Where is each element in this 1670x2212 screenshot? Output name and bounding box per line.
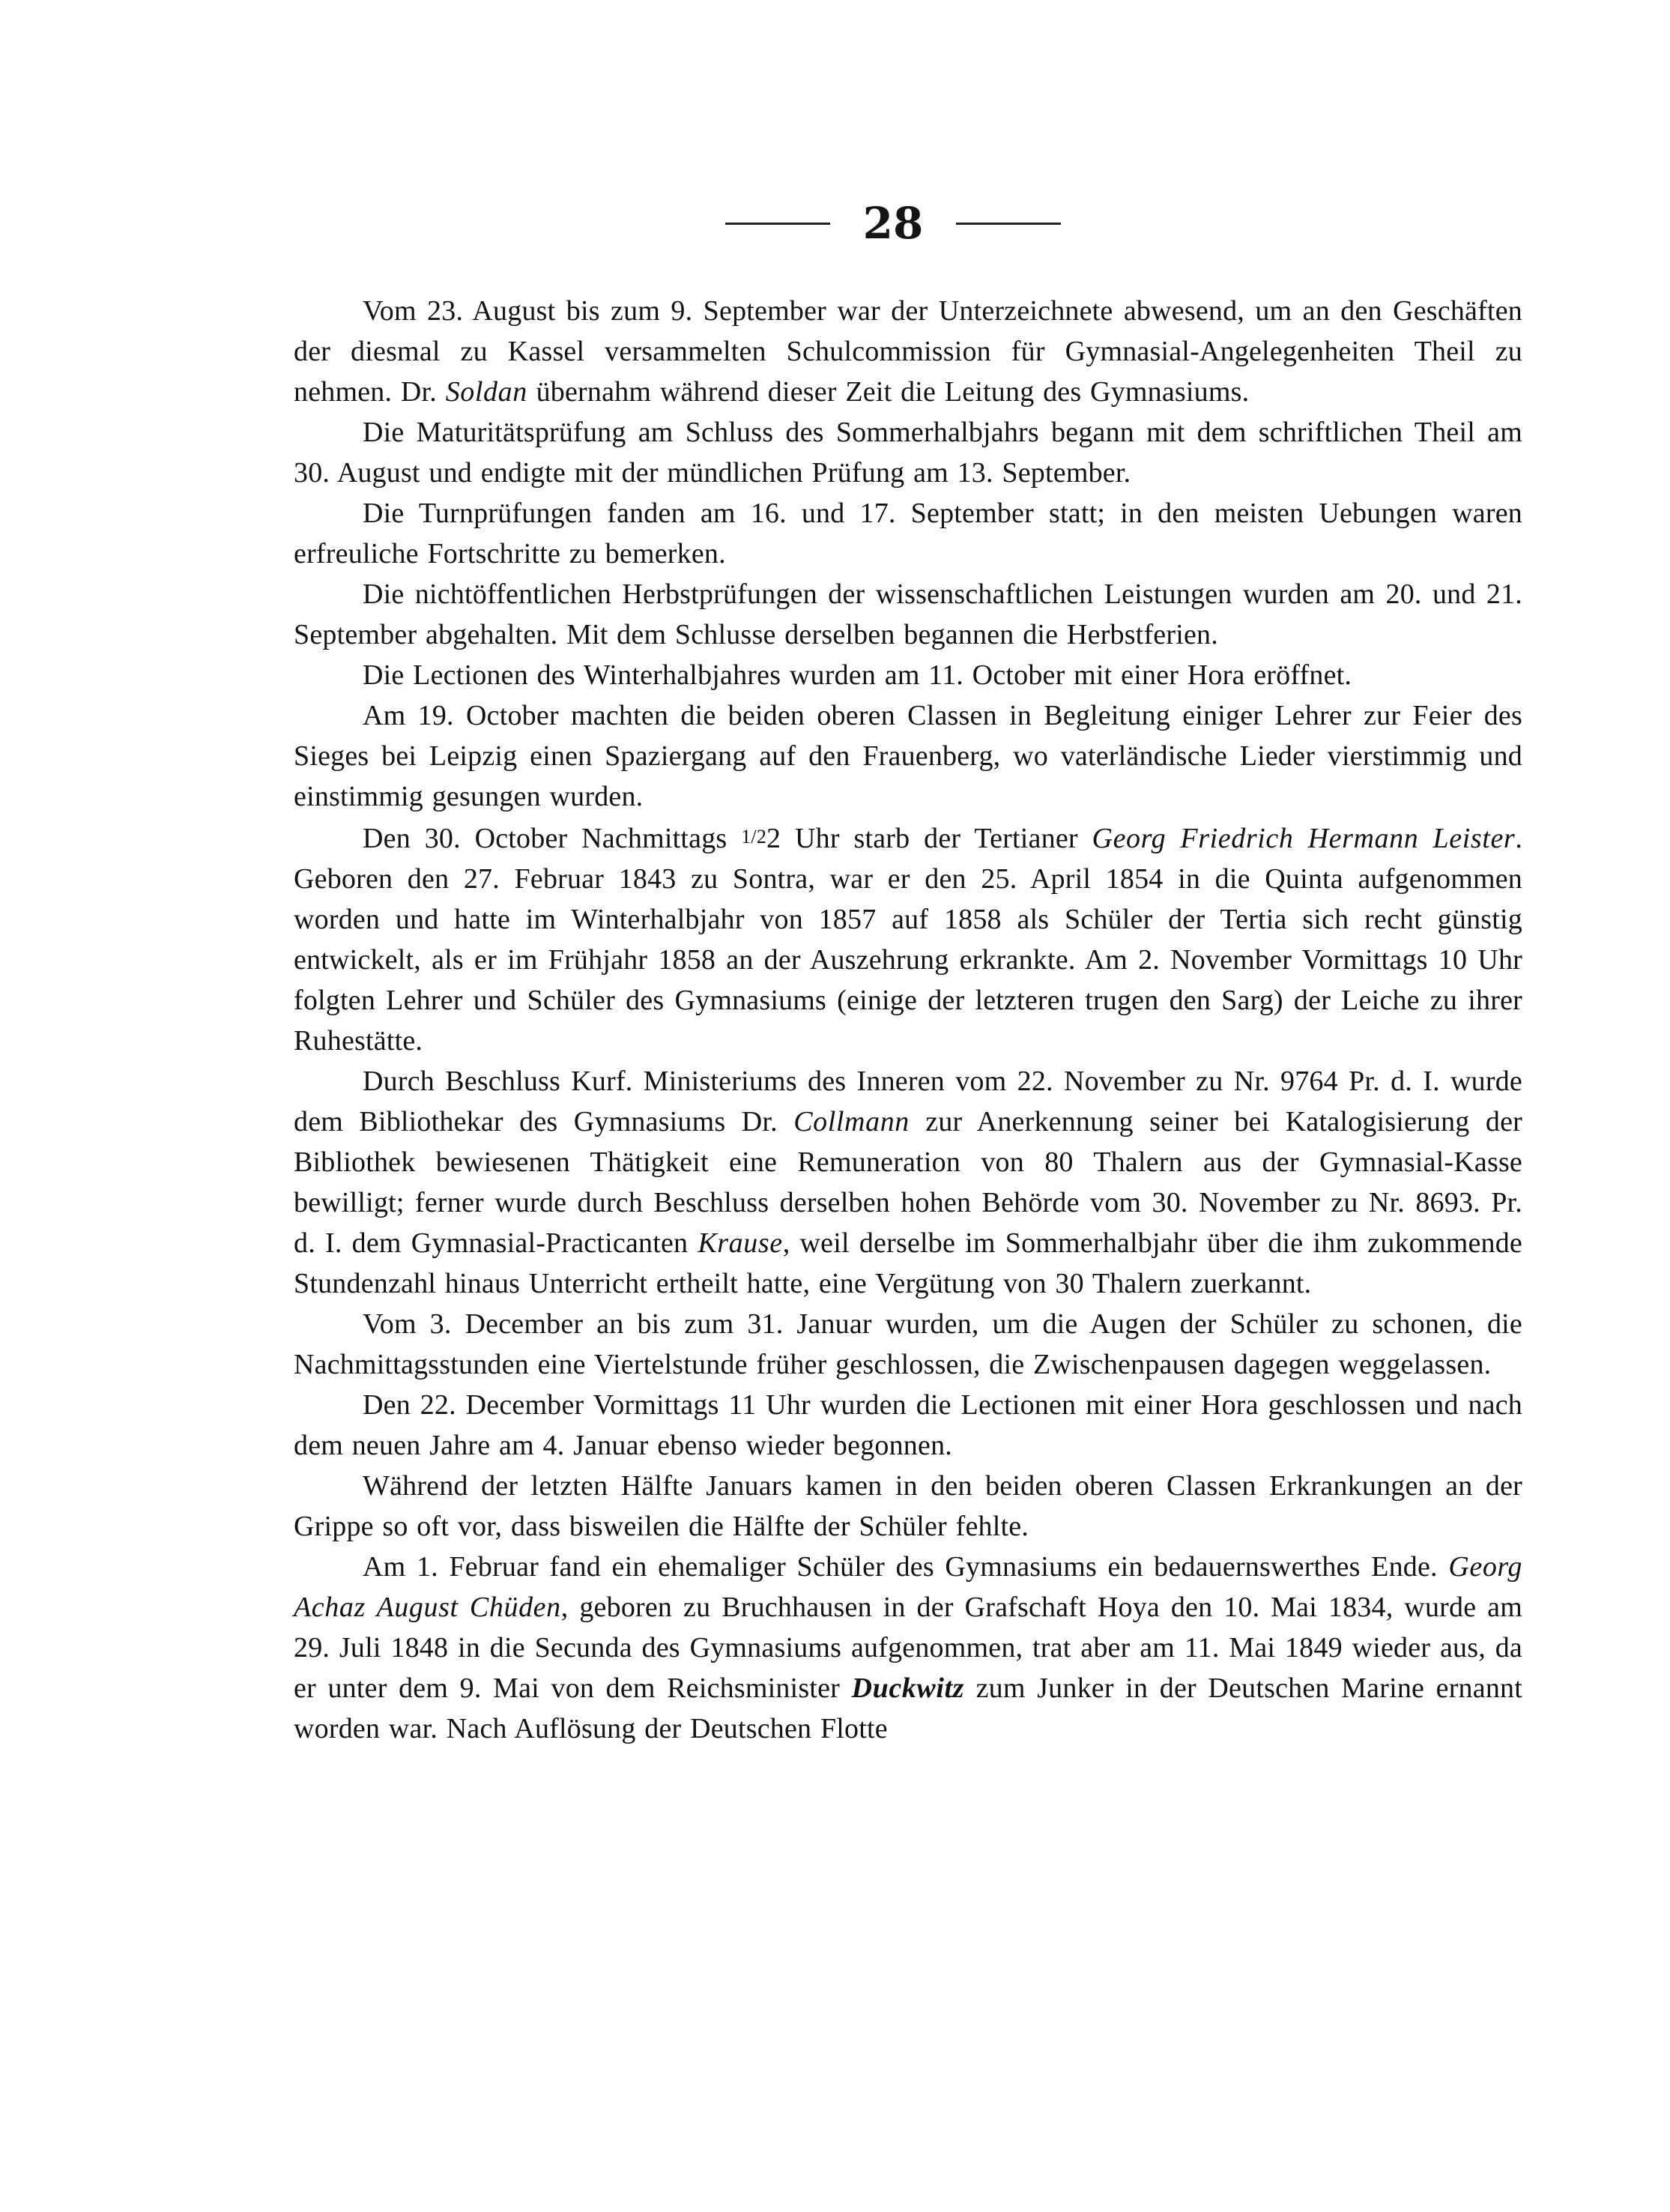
page-number: 28 (862, 198, 924, 249)
paragraph-text: Am 1. Februar fand ein ehemaliger Schüler des Gymnasiums ein bedauernswerthes Ende. (363, 1551, 1449, 1583)
document-body (294, 291, 1522, 1749)
paragraph-text: Den 30. October Nachmittags (363, 823, 742, 854)
paragraph-gym-exams (294, 493, 1522, 574)
paragraph-text: Durch Beschluss Kurf. Ministeriums des Inneren vom 22. November zu Nr. 9764 Pr. d. I. wurde dem Bibliothekar des Gymnasiums Dr. (294, 1066, 1522, 1137)
paragraph-text: übernahm während dieser Zeit die Leitung des Gymnasiums. (527, 376, 1250, 408)
paragraph-text: Am 19. October machten die beiden oberen Classen in Begleitung einiger Lehrer zur Feier des Sieges bei Leipzig einen Spaziergang auf den Frauenberg, wo vaterländische Lieder vierstimmig und einstimmig gesungen wurden. (294, 700, 1522, 812)
paragraph-winter-lessons (294, 655, 1522, 695)
paragraph-chueden (294, 1547, 1522, 1749)
person-name-soldan: Soldan (445, 376, 527, 408)
paragraph-text: Die Maturitätsprüfung am Schluss des Sommerhalbjahrs begann mit dem schriftlichen Theil am 30. August und endigte mit der mündlichen Prüfung am 13. September. (294, 417, 1522, 489)
paragraph-text: Die nichtöffentlichen Herbstprüfungen der wissenschaftlichen Leistungen wurden am 20. und 21. September abgehalten. Mit dem Schlusse derselben begannen die Herbstferien. (294, 578, 1522, 650)
paragraph-text: . Geboren den 27. Februar 1843 zu Sontra, war er den 25. April 1854 in die Quinta aufgenommen worden und hatte im Winterhalbjahr von 1857 auf 1858 als Schüler der Tertia sich recht günstig entwickelt, als er im Frühjahr 1858 an der Auszehrung erkrankte. Am 2. November Vormittags 10 Uhr folgten Lehrer und Schüler des Gymnasiums (einige der letzteren trugen den Sarg) der Leiche zu ihrer Ruhestätte. (294, 823, 1523, 1057)
header-rule-right (956, 223, 1061, 225)
paragraph-text: Die Turnprüfungen fanden am 16. und 17. September statt; in den meisten Uebungen waren erfreuliche Fortschritte zu bemerken. (294, 498, 1522, 569)
paragraph-text: , weil derselbe im Sommerhalbjahr über die ihm zukommende Stundenzahl hinaus Unterricht ertheilt hatte, eine Vergütung von 30 Thalern zuerkannt. (294, 1227, 1522, 1299)
paragraph-text: zum Junker in der Deutschen Marine ernannt worden war. Nach Auflösung der Deutschen Flotte (294, 1672, 1522, 1744)
paragraph-leipzig-celebration (294, 695, 1522, 817)
person-name-duckwitz: Duckwitz (851, 1672, 965, 1704)
paragraph-text: Während der letzten Hälfte Januars kamen in den beiden oberen Classen Erkrankungen an der Grippe so oft vor, dass bisweilen die Hälfte der Schüler fehlte. (294, 1470, 1522, 1542)
paragraph-maturity-exam (294, 412, 1522, 493)
paragraph-text: Vom 23. August bis zum 9. September war der Unterzeichnete abwesend, um an den Geschäften der diesmal zu Kassel versammelten Schulcommission für Gymnasial-Angelegenheiten Theil zu nehmen. Dr. (294, 295, 1522, 408)
paragraph-text: Vom 3. December an bis zum 31. Januar wurden, um die Augen der Schüler zu schonen, die Nachmittagsstunden eine Viertelstunde früher geschlossen, die Zwischenpausen dagegen weggelassen. (294, 1308, 1522, 1380)
document-page (294, 198, 1523, 1749)
paragraph-december-hora (294, 1385, 1522, 1466)
paragraph-december-schedule (294, 1304, 1522, 1385)
paragraph-autumn-exams (294, 574, 1522, 655)
paragraph-ministry-decision (294, 1061, 1522, 1304)
paragraph-text: Die Lectionen des Winterhalbjahres wurden am 11. October mit einer Hora eröffnet. (363, 659, 1352, 691)
person-name-leister: Georg Friedrich Hermann Leister (1092, 823, 1516, 854)
paragraph-absence (294, 291, 1522, 412)
header-rule-left (725, 223, 830, 225)
person-name-collmann: Collmann (793, 1106, 910, 1137)
paragraph-text: zur Anerkennung seiner bei Katalogisierung der Bibliothek bewiesenen Thätigkeit eine Remuneration von 80 Thalern aus der Gymnasial-Kasse bewilligt; ferner wurde durch Beschluss derselben hohen Behörde vom 30. November zu Nr. 8693. Pr. d. I. dem Gymnasial-Practicanten (294, 1106, 1522, 1259)
fraction-half: 1/2 (741, 826, 767, 847)
page-header (264, 198, 1522, 261)
paragraph-leister-death (294, 817, 1522, 1061)
paragraph-text: Den 22. December Vormittags 11 Uhr wurden die Lectionen mit einer Hora geschlossen und nach dem neuen Jahre am 4. Januar ebenso wieder begonnen. (294, 1389, 1522, 1461)
paragraph-text: 2 Uhr starb der Tertianer (766, 823, 1092, 854)
paragraph-text: , geboren zu Bruchhausen in der Grafschaft Hoya den 10. Mai 1834, wurde am 29. Juli 1848 in die Secunda des Gymnasiums aufgenommen, trat aber am 11. Mai 1849 wieder aus, da er unter dem 9. Mai von dem Reichsminister (294, 1592, 1522, 1704)
paragraph-grippe (294, 1466, 1522, 1547)
person-name-krause: Krause (698, 1227, 783, 1259)
person-name-chueden: Georg Achaz August Chüden (294, 1551, 1522, 1623)
